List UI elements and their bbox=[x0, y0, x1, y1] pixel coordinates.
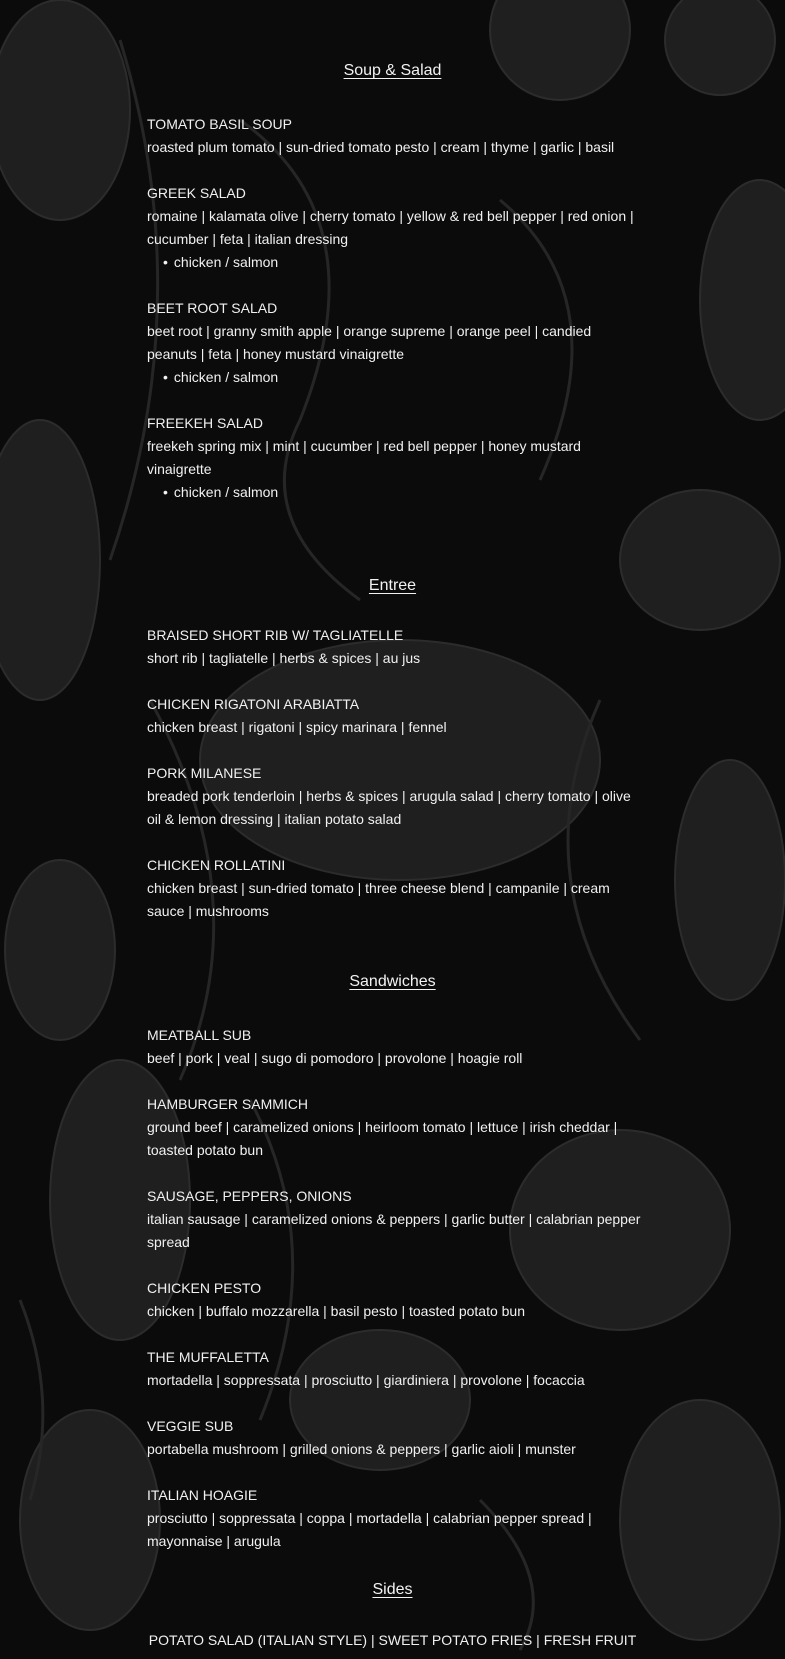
item-description: prosciutto | soppressata | coppa | mortadella | calabrian pepper spread | mayonnaise | arugula bbox=[147, 1510, 592, 1549]
section-title-soup-salad: Soup & Salad bbox=[343, 62, 442, 79]
item-description: short rib | tagliatelle | herbs & spices | au jus bbox=[147, 650, 421, 666]
item-name: CHICKEN ROLLATINI bbox=[147, 857, 286, 873]
item-name: THE MUFFALETTA bbox=[147, 1349, 269, 1365]
menu-item bbox=[147, 1415, 642, 1461]
menu-item bbox=[147, 1346, 642, 1392]
item-name: CHICKEN PESTO bbox=[147, 1280, 262, 1296]
item-name: FREEKEH SALAD bbox=[147, 415, 263, 431]
item-name: BRAISED SHORT RIB W/ TAGLIATELLE bbox=[147, 627, 404, 643]
item-name: VEGGIE SUB bbox=[147, 1418, 234, 1434]
item-name: MEATBALL SUB bbox=[147, 1027, 252, 1043]
item-options: • chicken / salmon bbox=[147, 481, 642, 504]
menu-item bbox=[147, 693, 642, 739]
item-description: mortadella | soppressata | prosciutto | giardiniera | provolone | focaccia bbox=[147, 1372, 585, 1388]
item-description: portabella mushroom | grilled onions & peppers | garlic aioli | munster bbox=[147, 1441, 576, 1457]
item-description: chicken | buffalo mozzarella | basil pesto | toasted potato bun bbox=[147, 1303, 525, 1319]
menu-item bbox=[147, 1185, 642, 1254]
item-options: • chicken / salmon bbox=[147, 251, 642, 274]
item-name: HAMBURGER SAMMICH bbox=[147, 1096, 309, 1112]
item-description: breaded pork tenderloin | herbs & spices | arugula salad | cherry tomato | olive oil & lemon dressing | italian potato salad bbox=[147, 788, 631, 827]
menu-item bbox=[147, 1484, 642, 1553]
item-description: chicken breast | rigatoni | spicy marinara | fennel bbox=[147, 719, 447, 735]
item-description: roasted plum tomato | sun-dried tomato pesto | cream | thyme | garlic | basil bbox=[147, 139, 615, 155]
item-name: PORK MILANESE bbox=[147, 765, 262, 781]
section-title-sides: Sides bbox=[372, 1581, 413, 1598]
section-title-entree: Entree bbox=[368, 577, 417, 594]
menu-item bbox=[147, 1024, 642, 1070]
menu-item bbox=[147, 182, 642, 274]
item-description: ground beef | caramelized onions | heirloom tomato | lettuce | irish cheddar | toasted potato bun bbox=[147, 1119, 618, 1158]
item-name: SAUSAGE, PEPPERS, ONIONS bbox=[147, 1188, 352, 1204]
item-description: romaine | kalamata olive | cherry tomato | yellow & red bell pepper | red onion | cucumber | feta | italian dressing bbox=[147, 208, 634, 247]
item-name: BEET ROOT SALAD bbox=[147, 300, 278, 316]
menu-item bbox=[147, 1093, 642, 1162]
item-description: italian sausage | caramelized onions & peppers | garlic butter | calabrian pepper spread bbox=[147, 1211, 641, 1250]
menu-item bbox=[147, 297, 642, 389]
item-name: CHICKEN RIGATONI ARABIATTA bbox=[147, 696, 360, 712]
item-description: freekeh spring mix | mint | cucumber | red bell pepper | honey mustard vinaigrette bbox=[147, 438, 581, 477]
menu-item bbox=[147, 854, 642, 923]
item-name: ITALIAN HOAGIE bbox=[147, 1487, 258, 1503]
item-name: GREEK SALAD bbox=[147, 185, 246, 201]
item-options: • chicken / salmon bbox=[147, 366, 642, 389]
item-name: TOMATO BASIL SOUP bbox=[147, 116, 292, 132]
menu-item bbox=[147, 412, 642, 504]
menu-item bbox=[147, 1277, 642, 1323]
item-description: beet root | granny smith apple | orange supreme | orange peel | candied peanuts | feta | honey mustard vinaigrette bbox=[147, 323, 592, 362]
menu-item bbox=[147, 762, 642, 831]
menu-item bbox=[147, 624, 642, 670]
sides-list: POTATO SALAD (ITALIAN STYLE) | SWEET POTATO FRIES | FRESH FRUIT bbox=[148, 1632, 637, 1648]
menu-item bbox=[147, 113, 642, 159]
section-title-sandwiches: Sandwiches bbox=[349, 973, 436, 990]
item-description: chicken breast | sun-dried tomato | three cheese blend | campanile | cream sauce | mushrooms bbox=[147, 880, 610, 919]
item-description: beef | pork | veal | sugo di pomodoro | provolone | hoagie roll bbox=[147, 1050, 523, 1066]
